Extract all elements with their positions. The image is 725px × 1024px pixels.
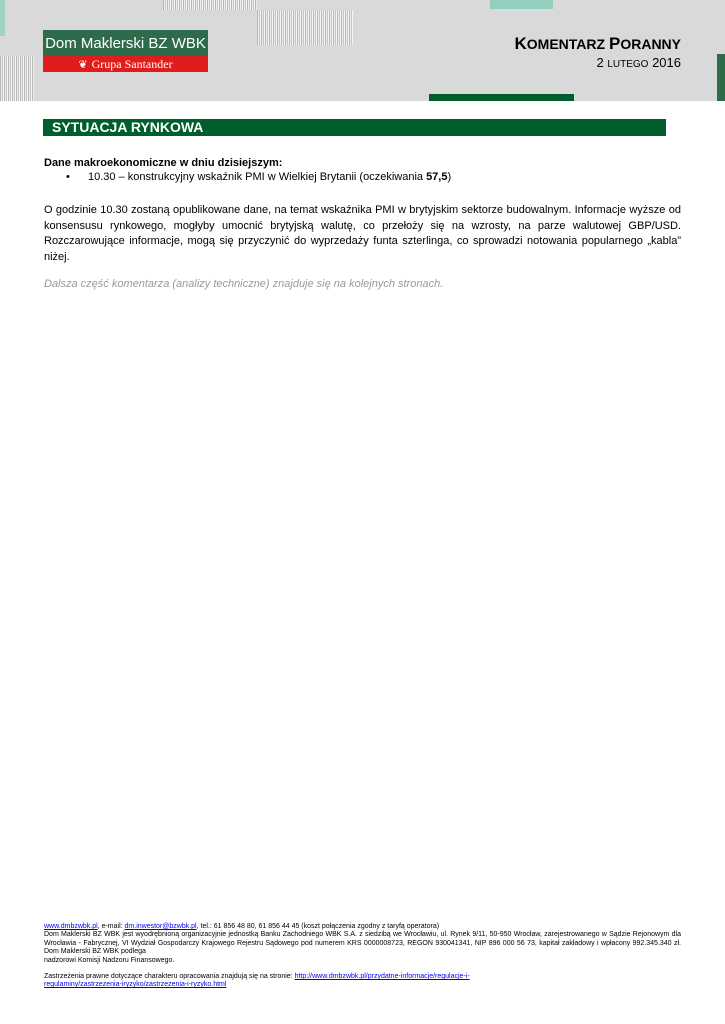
footer-supervision-text: nadzorowi Komisji Nadzoru Finansowego. [44,956,175,964]
header-green-accent-right [717,54,725,101]
header-barcode-pattern [257,10,353,45]
footer-disclaimer-link-continued [44,981,681,989]
document-date: 2 LUTEGO 2016 [596,55,681,70]
disclaimer-link-continued[interactable]: regulaminy/zastrzezenia-iryzyko/zastrzezenia-i-ryzyko.html [44,981,227,989]
disclaimer-link[interactable]: http://www.dmbzwbk.pl/przydatne-informacje/regulacje-i- [294,973,470,981]
macro-item-text: 10.30 – konstrukcyjny wskaźnik PMI w Wielkiej Brytanii (oczekiwania 57,5) [88,171,452,183]
logo-group [43,56,208,72]
logo-name: Dom Maklerski BZ WBK [43,30,208,56]
header-banner [0,0,725,101]
logo-group-label: Grupa Santander [91,56,173,71]
document-title: KOMENTARZ PORANNY [514,34,681,53]
footer-legal-text: Dom Maklerski BZ WBK jest wyodrębnioną organizacyjnie jednostką Banku Zachodniego WBK S.A. z siedzibą we Wrocławiu, ul. Rynek 9/11, 50-950 Wrocław, zarejestrowanego w Sądzie Rejonowym dla Wrocławia - Fabrycznej, VI Wydział Gospodarczy Krajowego Rejestru Sądowego pod numerem KRS 0000008723, REGON 930041341, NIP 896 000 56 73, kapitał zakładowy i wpłacony 992.345.340 zł. Dom Maklerski BZ WBK podlega [44,931,681,956]
footer [44,923,681,990]
market-commentary-paragraph: O godzinie 10.30 zostaną opublikowane dane, na temat wskaźnika PMI w brytyjskim sektorze budowalnym. Informacje wyższe od konsensusu rynkowego, mogłyby umocnić brytyjską walutę, co przełoży się na wzrosty, na parze walutowej GBP/USD. Rozczarowujące informacje, mogą się przyczynić do wyprzedaży funta szterlinga, co sprowadzi notowania popularnego „kabla” niżej. [44,204,681,264]
continuation-note: Dalsza część komentarza (analizy techniczne) znajduje się na kolejnych stronach. [44,278,444,290]
email-link[interactable]: dm.inwestor@bzwbk.pl [124,923,197,930]
section-heading: SYTUACJA RYNKOWA [43,119,666,136]
footer-contact: www.dmbzwbk.pl, e-mail: dm.inwestor@bzwbk.pl, tel.: 61 856 48 80, 61 856 44 45 (koszt połączenia zgodny z taryfą operatora) [44,923,440,930]
header-barcode-pattern [0,56,34,101]
macro-item-value: 57,5 [426,171,448,183]
footer-disclaimer: Zastrzeżenia prawne dotyczące charakteru opracowania znajdują się na stronie: http://www.dmbzwbk.pl/przydatne-informacje/regulacje-i- [44,973,470,981]
santander-flame-icon: ❦ [78,58,88,71]
header-teal-accent-left [0,0,5,36]
company-logo [43,30,208,72]
macro-data-heading: Dane makroekonomiczne w dniu dzisiejszym: [44,157,283,169]
bullet-icon: • [66,171,70,183]
header-barcode-pattern [163,0,257,10]
header-teal-accent [490,0,553,9]
header-green-bar [429,94,574,101]
website-link[interactable]: www.dmbzwbk.pl [44,923,98,930]
